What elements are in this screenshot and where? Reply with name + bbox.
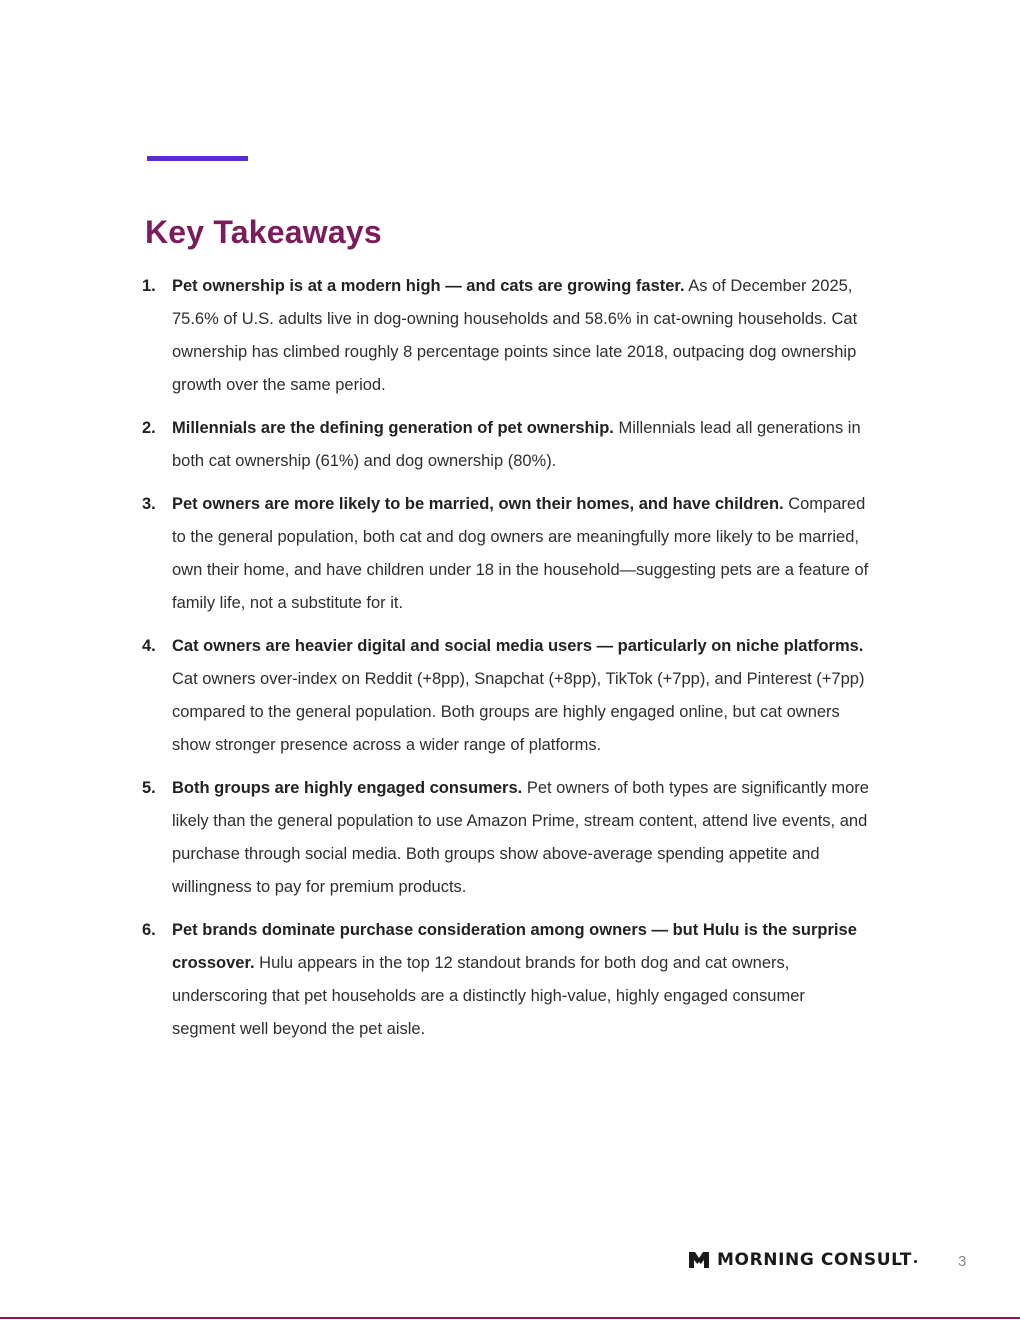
takeaway-body: Hulu appears in the top 12 standout brands for both dog and cat owners, underscoring that pet households are a distinctly high-value, highly engaged consumer segment well beyond the pet aisle. [172, 954, 805, 1038]
takeaway-number: 2. [142, 419, 156, 437]
takeaway-number: 3. [142, 495, 156, 513]
takeaway-item [142, 914, 872, 1046]
takeaway-item [142, 270, 872, 402]
takeaway-item [142, 412, 872, 478]
footer-brand-logo [688, 1248, 917, 1272]
morning-consult-logo-mark-icon [688, 1249, 710, 1271]
takeaway-lead: Pet ownership is at a modern high — and cats are growing faster. [172, 277, 685, 295]
registered-mark-icon [914, 1260, 917, 1263]
takeaway-body: Millennials lead all generations in both cat ownership (61%) and dog ownership (80%). [172, 419, 861, 470]
page-number: 3 [958, 1253, 967, 1270]
takeaway-lead: Pet owners are more likely to be married, own their homes, and have children. [172, 495, 784, 513]
takeaway-lead: Pet brands dominate purchase consideration among owners — but Hulu is the surprise crossover. [172, 921, 857, 972]
takeaway-number: 6. [142, 921, 156, 939]
takeaway-lead: Cat owners are heavier digital and social media users — particularly on niche platforms. [172, 637, 864, 655]
page-title: Key Takeaways [145, 214, 382, 250]
takeaway-body: As of December 2025, 75.6% of U.S. adults live in dog-owning households and 58.6% in cat-owning households. Cat ownership has climbed roughly 8 percentage points since late 2018, outpacing dog ownership growth over the same period. [172, 277, 858, 394]
takeaway-body: Pet owners of both types are significantly more likely than the general population to use Amazon Prime, stream content, attend live events, and purchase through social media. Both groups show above-average spending appetite and willingness to pay for premium products. [172, 779, 869, 896]
takeaway-item [142, 630, 872, 762]
takeaway-body: Cat owners over-index on Reddit (+8pp), Snapchat (+8pp), TikTok (+7pp), and Pinterest (+7pp) compared to the general population. Both groups are highly engaged online, but cat owners show stronger presence across a wider range of platforms. [172, 670, 865, 754]
takeaway-body: Compared to the general population, both cat and dog owners are meaningfully more likely to be married, own their home, and have children under 18 in the household—suggesting pets are a feature of family life, not a substitute for it. [172, 495, 869, 612]
takeaways-list [142, 270, 872, 1056]
takeaway-number: 1. [142, 277, 156, 295]
takeaway-item [142, 488, 872, 620]
takeaway-lead: Both groups are highly engaged consumers. [172, 779, 523, 797]
brand-wordmark: MORNING CONSULT [717, 1250, 912, 1270]
bottom-rule [0, 1317, 1020, 1319]
takeaway-number: 5. [142, 779, 156, 797]
title-accent-bar [147, 156, 248, 161]
takeaway-lead: Millennials are the defining generation of pet ownership. [172, 419, 614, 437]
takeaway-number: 4. [142, 637, 156, 655]
takeaway-item [142, 772, 872, 904]
